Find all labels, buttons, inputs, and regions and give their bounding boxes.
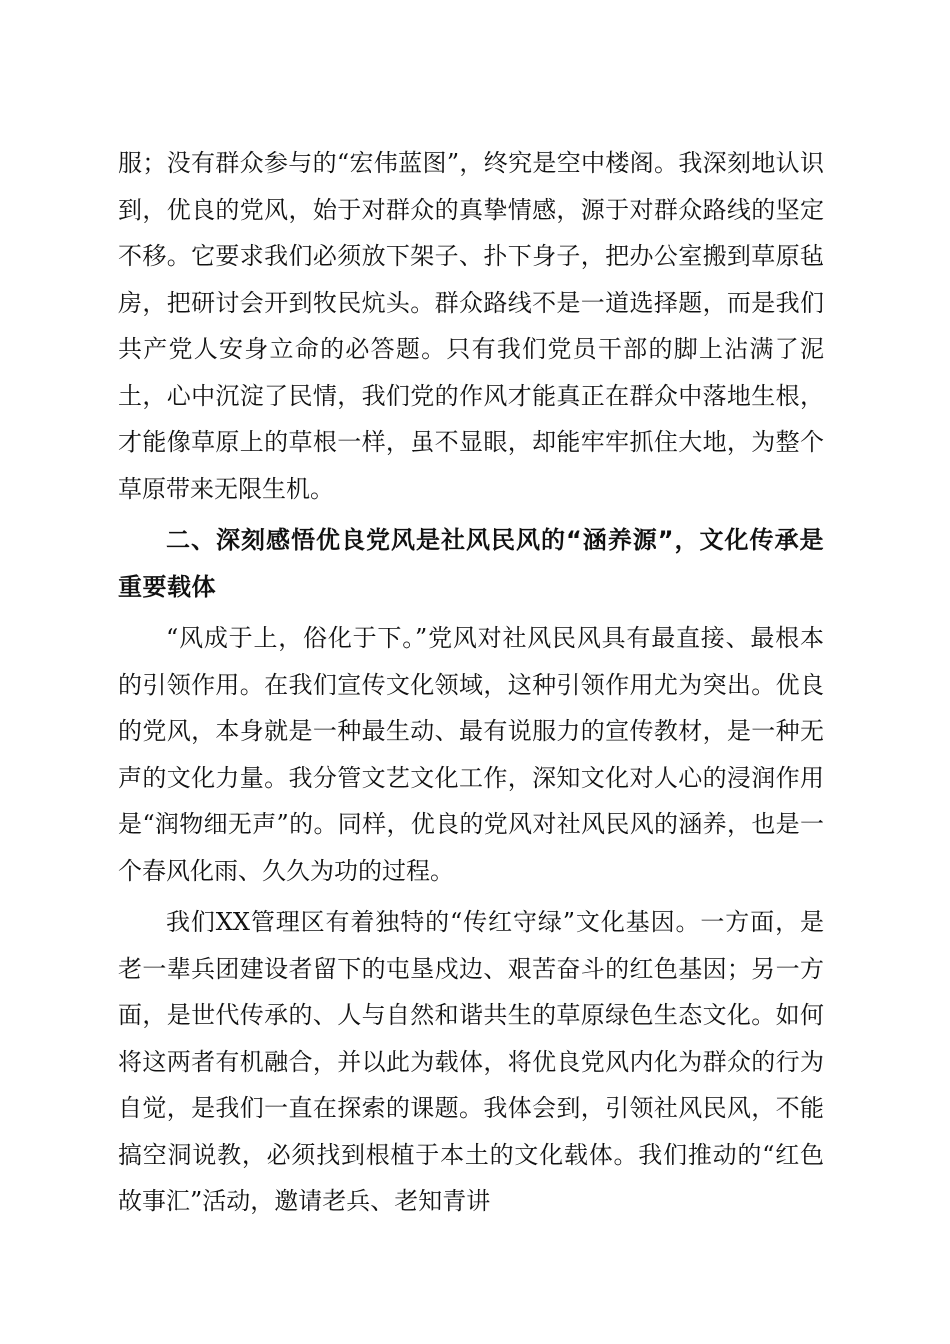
body-paragraph-2: “风成于上，俗化于下。”党风对社风民风具有最直接、最根本的引领作用。在我们宣传文化领域，这种引领作用尤为突出。优良的党风，本身就是一种最生动、最有说服力的宣传教材，是一种无声的文化力量。我分管文艺文化工作，深知文化对人心的浸润作用是“润物细无声”的。同样，优良的党风对社风民风的涵养，也是一个春风化雨、久久为功的过程。 xyxy=(118,624,824,885)
document-page xyxy=(118,140,824,1230)
body-paragraph-3: 我们XX管理区有着独特的“传红守绿”文化基因。一方面，是老一辈兵团建设者留下的屯垦戍边、艰苦奋斗的红色基因；另一方面，是世代传承的、人与自然和谐共生的草原绿色生态文化。如何将这两者有机融合，并以此为载体，将优良党风内化为群众的行为自觉，是我们一直在探索的课题。我体会到，引领社风民风，不能搞空洞说教，必须找到根植于本土的文化载体。我们推动的“红色故事汇”活动，邀请老兵、老知青讲 xyxy=(118,908,824,1215)
body-paragraph-1: 服；没有群众参与的“宏伟蓝图”，终究是空中楼阁。我深刻地认识到，优良的党风，始于对群众的真挚情感，源于对群众路线的坚定不移。它要求我们必须放下架子、扑下身子，把办公室搬到草原毡房，把研讨会开到牧民炕头。群众路线不是一道选择题，而是我们共产党人安身立命的必答题。只有我们党员干部的脚上沾满了泥土，心中沉淀了民情，我们党的作风才能真正在群众中落地生根，才能像草原上的草根一样，虽不显眼，却能牢牢抓住大地，为整个草原带来无限生机。 xyxy=(118,149,824,503)
section-heading-2: 二、深刻感悟优良党风是社风民风的“涵养源”，文化传承是重要载体 xyxy=(118,526,824,601)
